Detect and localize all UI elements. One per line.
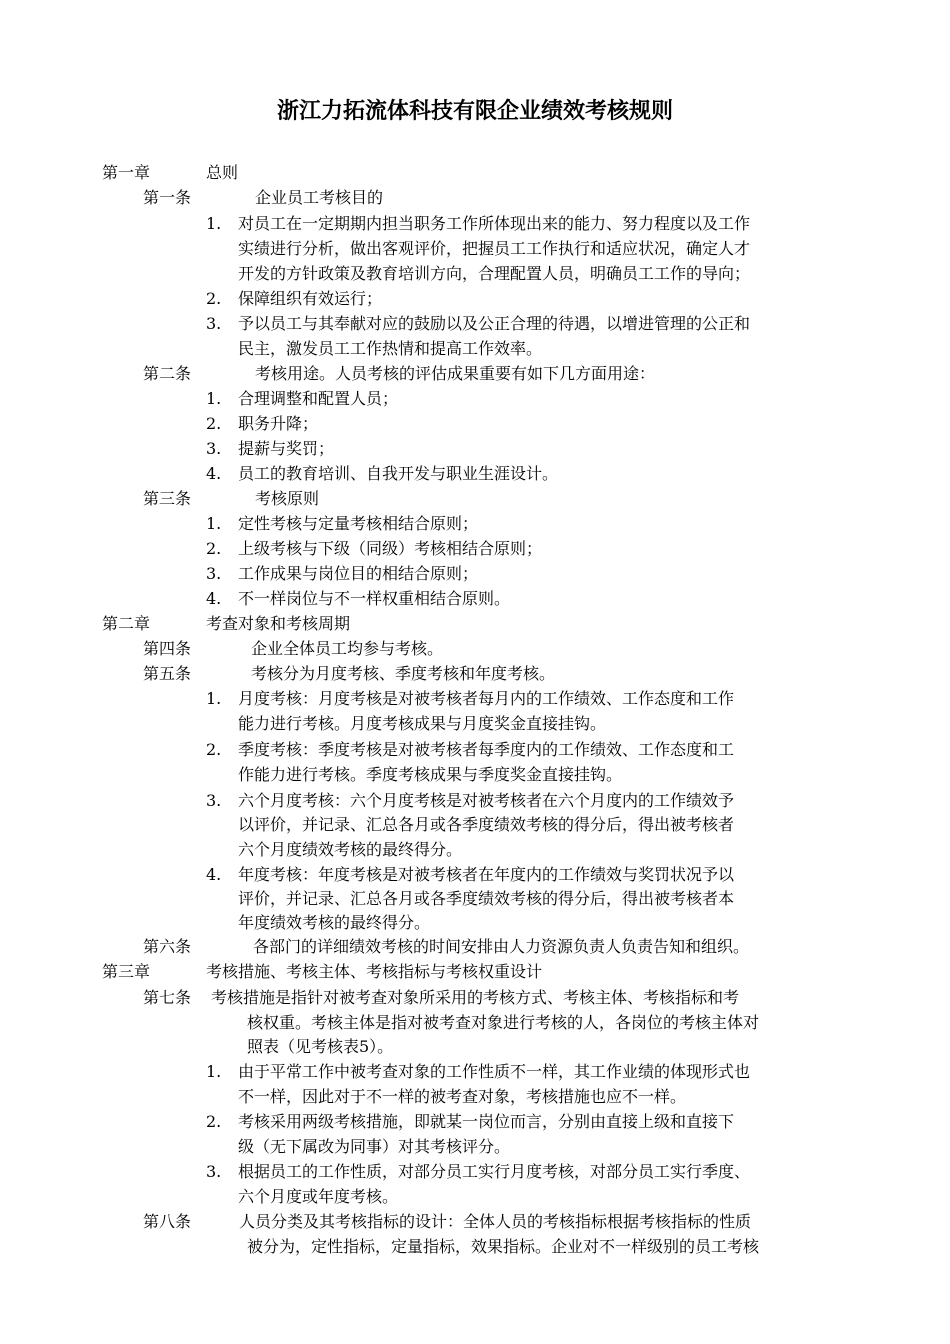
article-heading — [143, 486, 319, 511]
list-item-line: 予以员工与其奉献对应的鼓励以及公正合理的待遇，以增进管理的公正和 — [238, 314, 751, 333]
list-number: 2. — [206, 539, 222, 558]
chapter-number: 第一章 — [102, 163, 151, 182]
list-item-line: 员工的教育培训、自我开发与职业生涯设计。 — [238, 464, 559, 483]
list-item-line: 不一样，因此对于不一样的被考查对象，考核措施也应不一样。 — [238, 1087, 687, 1106]
list-item-line: 定性考核与定量考核相结合原则； — [238, 514, 479, 533]
list-number: 2. — [206, 740, 222, 759]
list-number: 3. — [206, 791, 222, 810]
list-item-line: 由于平常工作中被考查对象的工作性质不一样，其工作业绩的体现形式也 — [238, 1062, 751, 1081]
article-heading — [143, 661, 555, 686]
list-item-line: 保障组织有效运行； — [238, 289, 383, 308]
list-item-line: 以评价，并记录、汇总各月或各季度绩效考核的得分后，得出被考核者 — [238, 815, 735, 834]
list-item-line: 级（无下属改为同事）对其考核评分。 — [238, 1137, 511, 1156]
list-item-line: 上级考核与下级（同级）考核相结合原则； — [238, 539, 543, 558]
article-number: 第八条 — [143, 1212, 192, 1231]
article-number: 第二条 — [143, 364, 192, 383]
article-number: 第六条 — [143, 937, 192, 956]
article-title: 企业全体员工均参与考核。 — [251, 639, 444, 658]
article-text-line: 人员分类及其考核指标的设计：全体人员的考核指标根据考核指标的性质 — [239, 1212, 752, 1231]
chapter-heading — [102, 611, 350, 636]
article-heading — [143, 185, 383, 210]
list-number: 1. — [206, 514, 222, 533]
list-item-line: 年度考核：年度考核是对被考核者在年度内的工作绩效与奖罚状况予以 — [238, 865, 735, 884]
document-title: 浙江力拓流体科技有限企业绩效考核规则 — [276, 99, 673, 124]
article-number: 第一条 — [143, 188, 192, 207]
article-title: 各部门的详细绩效考核的时间安排由人力资源负责人负责告知和组织。 — [253, 937, 750, 956]
list-number: 2. — [206, 414, 222, 433]
list-number: 1. — [206, 1062, 222, 1081]
article-number: 第四条 — [143, 639, 192, 658]
list-number: 4. — [206, 464, 222, 483]
list-item-line: 考核采用两级考核措施，即就某一岗位而言，分别由直接上级和直接下 — [238, 1112, 735, 1131]
list-number: 1. — [206, 689, 222, 708]
list-item-line: 月度考核：月度考核是对被考核者每月内的工作绩效、工作态度和工作 — [238, 689, 735, 708]
list-number: 1. — [206, 214, 222, 233]
article-heading — [143, 985, 739, 1010]
article-title: 考核分为月度考核、季度考核和年度考核。 — [251, 664, 556, 683]
list-item-line: 实绩进行分析，做出客观评价，把握员工工作执行和适应状况，确定人才 — [238, 239, 751, 258]
article-text-line: 照表（见考核表5）。 — [247, 1037, 394, 1056]
list-item-line: 季度考核：季度考核是对被考核者每季度内的工作绩效、工作态度和工 — [238, 740, 735, 759]
list-item-line: 作能力进行考核。季度考核成果与季度奖金直接挂钩。 — [238, 765, 623, 784]
article-heading — [143, 1209, 751, 1234]
article-title: 考核原则 — [255, 489, 320, 508]
list-item-line: 六个月度或年度考核。 — [238, 1187, 399, 1206]
list-number: 3. — [206, 314, 222, 333]
article-text-line: 被分为，定性指标，定量指标，效果指标。企业对不一样级别的员工考核 — [247, 1237, 760, 1256]
chapter-number: 第二章 — [102, 614, 151, 633]
list-item-line: 根据员工的工作性质，对部分员工实行月度考核，对部分员工实行季度、 — [238, 1162, 751, 1181]
article-heading — [143, 934, 749, 959]
chapter-title: 总则 — [206, 163, 239, 182]
list-number: 4. — [206, 589, 222, 608]
list-item-line: 开发的方针政策及教育培训方向，合理配置人员，明确员工工作的导向； — [238, 264, 751, 283]
article-title: 企业员工考核目的 — [255, 188, 384, 207]
list-item-line: 六个月度绩效考核的最终得分。 — [238, 840, 463, 859]
chapter-heading — [102, 959, 542, 984]
list-number: 1. — [206, 389, 222, 408]
list-number: 2. — [206, 1112, 222, 1131]
article-text-line: 核权重。考核主体是指对被考查对象进行考核的人，各岗位的考核主体对 — [247, 1013, 760, 1032]
list-number: 3. — [206, 439, 222, 458]
list-number: 3. — [206, 1162, 222, 1181]
list-number: 4. — [206, 865, 222, 884]
list-item-line: 合理调整和配置人员； — [238, 389, 399, 408]
list-item-line: 工作成果与岗位目的相结合原则； — [238, 564, 479, 583]
list-item-line: 职务升降； — [238, 414, 319, 433]
chapter-title: 考查对象和考核周期 — [206, 614, 351, 633]
list-item-line: 能力进行考核。月度考核成果与月度奖金直接挂钩。 — [238, 714, 607, 733]
list-item-line: 民主，激发员工工作热情和提高工作效率。 — [238, 339, 543, 358]
article-number: 第五条 — [143, 664, 192, 683]
article-text-line: 考核措施是指针对被考查对象所采用的考核方式、考核主体、考核指标和考 — [211, 988, 740, 1007]
list-number: 2. — [206, 289, 222, 308]
list-number: 3. — [206, 564, 222, 583]
chapter-number: 第三章 — [102, 962, 151, 981]
article-title: 考核用途。人员考核的评估成果重要有如下几方面用途： — [255, 364, 656, 383]
list-item-line: 年度绩效考核的最终得分。 — [238, 913, 431, 932]
list-item-line: 对员工在一定期期内担当职务工作所体现出来的能力、努力程度以及工作 — [238, 214, 751, 233]
article-heading — [143, 636, 443, 661]
article-heading — [143, 361, 655, 386]
list-item-line: 提薪与奖罚； — [238, 439, 335, 458]
article-number: 第三条 — [143, 489, 192, 508]
chapter-title: 考核措施、考核主体、考核指标与考核权重设计 — [206, 962, 543, 981]
list-item-line: 六个月度考核：六个月度考核是对被考核者在六个月度内的工作绩效予 — [238, 791, 735, 810]
list-item-line: 不一样岗位与不一样权重相结合原则。 — [238, 589, 511, 608]
article-number: 第七条 — [143, 988, 192, 1007]
list-item-line: 评价，并记录、汇总各月或各季度绩效考核的得分后，得出被考核者本 — [238, 889, 735, 908]
chapter-heading — [102, 160, 238, 185]
